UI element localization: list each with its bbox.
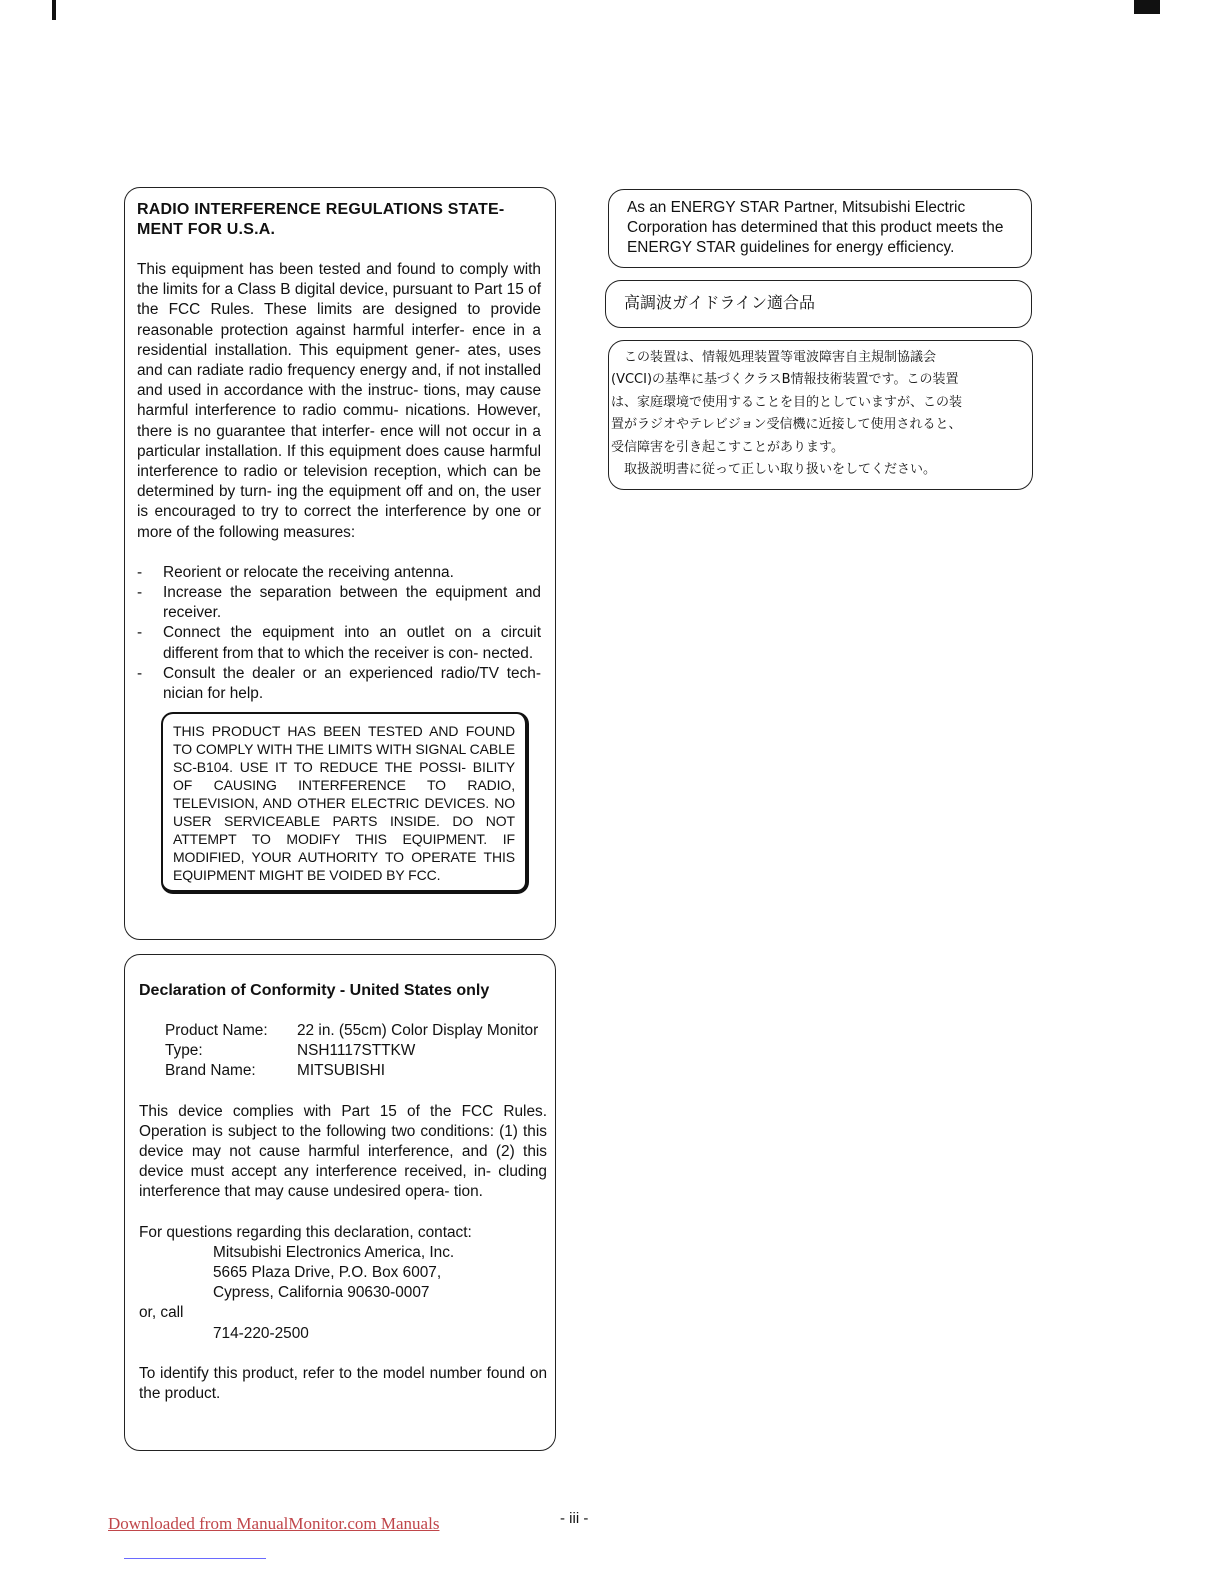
bullet-dash: - [137,624,143,642]
measure-text: Connect the equipment into an outlet on a circuit different from that to which the receiver is con- nected. [163,624,541,662]
scan-mark-right [1134,0,1160,14]
product-spec-table [165,1021,547,1082]
vcci-notice-text: この装置は、情報処理装置等電波障害自主規制協議会 (VCCI)の基準に基づくクラスB情報技術装置です。この装置 は、家庭環境で使用することを目的としていますが、この装 置がラジオやテレビジョン受信機に近接して使用されると、 受信障害を引き起こすことがあります。 取扱説明書に従って正しい取り扱いをしてください。 [611,350,963,478]
phone-number: 714-220-2500 [213,1324,309,1342]
page-number: - iii - [560,1510,589,1527]
contact-block [213,1243,547,1304]
product-name-value: 22 in. (55cm) Color Display Monitor [297,1022,539,1039]
brand-label: Brand Name: [165,1062,256,1080]
fcc-body: This equipment has been tested and found to comply with the limits for a Class B digital device, pursuant to Part 15 of the FCC Rules. These limits are designed to provide reasonable protection against harmful interfer- ence in a residential installation. This equipment gener- ates, uses and can radiate radio frequency energy and, if not installed and used in accordance with the instruc- tions, may cause harmful interference to radio commu- nications. However, there is no guarantee that interfer- ence will not occur in a particular installation. If this equipment does cause harmful interference to radio or television reception, which can be determined by turn- ing the equipment off and on, the user is encouraged to try to correct the interference by one or more of the following measures: [137,261,541,541]
energy-star-box [608,189,1032,268]
bullet-dash: - [137,584,143,602]
footer-underline [124,1558,266,1559]
type-label: Type: [165,1042,203,1060]
harmonics-guideline-box [605,280,1032,328]
download-source-link[interactable]: Downloaded from ManualMonitor.com Manuals [108,1514,440,1533]
address-line-2: Cypress, California 90630-0007 [213,1284,430,1302]
questions-text: For questions regarding this declaration, contact: [139,1223,472,1241]
bullet-dash: - [137,664,143,682]
list-item [137,563,541,583]
scan-mark-left [52,0,56,20]
measure-text: Reorient or relocate the receiving antenna. [163,563,454,581]
spec-row-type [165,1041,547,1061]
type-value: NSH1117STTKW [297,1042,416,1060]
fcc-measures-list [137,563,541,704]
declaration-box [124,954,556,1451]
bullet-dash: - [137,563,143,581]
list-item [137,583,541,623]
identify-text: To identify this product, refer to the model number found on the product. [139,1364,547,1403]
list-item [137,664,541,704]
or-call-text: or, call [139,1304,184,1322]
declaration-title: Declaration of Conformity - United States only [139,982,490,999]
spec-row-product [165,1021,547,1041]
brand-value: MITSUBISHI [297,1062,386,1080]
energy-star-text: As an ENERGY STAR Partner, Mitsubishi Electric Corporation has determined that this product meets the ENERGY STAR guidelines for energy efficiency. [627,199,1004,257]
fcc-statement-box [124,187,556,940]
compliance-text: This device complies with Part 15 of the FCC Rules. Operation is subject to the following two conditions: (1) this device may not cause harmful interference, and (2) this device must accept any interference received, in- cluding interference that may cause undesired opera- tion. [139,1102,547,1201]
vcci-notice-box [608,340,1033,490]
fcc-warning-box: THIS PRODUCT HAS BEEN TESTED AND FOUND TO COMPLY WITH THE LIMITS WITH SIGNAL CABLE SC-B104. USE IT TO REDUCE THE POSSI- BILITY OF CAUSING INTERFERENCE TO RADIO, TELEVISION, AND OTHER ELECTRIC DEVICES. NO USER SERVICEABLE PARTS INSIDE. DO NOT ATTEMPT TO MODIFY THIS EQUIPMENT. IF MODIFIED, YOUR AUTHORITY TO OPERATE THIS EQUIPMENT MIGHT BE VOIDED BY FCC. [161,712,529,894]
spec-row-brand [165,1061,547,1081]
measure-text: Increase the separation between the equipment and receiver. [163,584,541,622]
fcc-title: RADIO INTERFERENCE REGULATIONS STATE- MENT FOR U.S.A. [137,201,505,238]
address-line-1: 5665 Plaza Drive, P.O. Box 6007, [213,1264,442,1282]
measure-text: Consult the dealer or an experienced radio/TV tech- nician for help. [163,664,541,703]
company-name: Mitsubishi Electronics America, Inc. [213,1243,455,1261]
list-item [137,623,541,663]
product-name-label: Product Name: [165,1022,268,1039]
harmonics-guideline-text: 高調波ガイドライン適合品 [624,293,816,312]
